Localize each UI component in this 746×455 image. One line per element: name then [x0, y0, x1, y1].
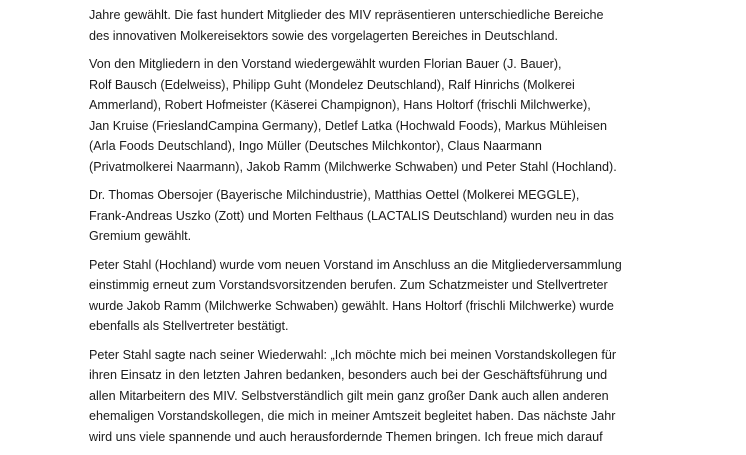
paragraph-quote: [89, 345, 689, 448]
text-line: (Privatmolkerei Naarmann), Jakob Ramm (Milchwerke Schwaben) und Peter Stahl (Hochland).: [89, 159, 617, 174]
text-line: Peter Stahl (Hochland) wurde vom neuen Vorstand im Anschluss an die Mitgliederversammlung: [89, 257, 622, 272]
paragraph-reelected: [89, 54, 689, 177]
text-line: ebenfalls als Stellvertreter bestätigt.: [89, 319, 289, 333]
paragraph-chairman: [89, 255, 689, 337]
text-line: wurde Jakob Ramm (Milchwerke Schwaben) gewählt. Hans Holtorf (frischli Milchwerke) wurde: [89, 298, 614, 313]
text-line: Gremium gewählt.: [89, 229, 192, 243]
text-line: Jahre gewählt. Die fast hundert Mitglieder des MIV repräsentieren unterschiedliche Bereiche: [89, 8, 604, 22]
text-line: des innovativen Molkereisektors sowie des vorgelagerten Bereiches in Deutschland.: [89, 28, 559, 43]
document-body: [89, 5, 689, 455]
text-line: allen Mitarbeitern des MIV. Selbstverständlich gilt mein ganz großer Dank auch allen anderen: [89, 388, 609, 403]
text-line: Peter Stahl sagte nach seiner Wiederwahl: „Ich möchte mich bei meinen Vorstandskollegen für: [89, 347, 617, 362]
text-line: Jan Kruise (FrieslandCampina Germany), Detlef Latka (Hochwald Foods), Markus Mühleisen: [89, 118, 607, 133]
text-line: Ammerland), Robert Hofmeister (Käserei Champignon), Hans Holtorf (frischli Milchwerke),: [89, 98, 591, 112]
text-line: Frank-Andreas Uszko (Zott) und Morten Felthaus (LACTALIS Deutschland) wurden neu in das: [89, 208, 614, 223]
text-line: wird uns viele spannende und auch herausfordernde Themen bringen. Ich freue mich darauf: [89, 429, 603, 444]
text-line: einstimmig erneut zum Vorstandsvorsitzenden berufen. Zum Schatzmeister und Stellvertreter: [89, 278, 608, 292]
paragraph-new-members: [89, 185, 689, 247]
text-line: Dr. Thomas Obersojer (Bayerische Milchindustrie), Matthias Oettel (Molkerei MEGGLE),: [89, 188, 580, 202]
text-line: (Arla Foods Deutschland), Ingo Müller (Deutsches Milchkontor), Claus Naarmann: [89, 139, 542, 153]
text-line: Rolf Bausch (Edelweiss), Philipp Guht (Mondelez Deutschland), Ralf Hinrichs (Molkerei: [89, 77, 575, 92]
text-line: Von den Mitgliedern in den Vorstand wiedergewählt wurden Florian Bauer (J. Bauer),: [89, 57, 562, 71]
text-line: ehemaligen Vorstandskollegen, die mich in meiner Amtszeit begleitet haben. Das nächste Jahr: [89, 409, 616, 423]
text-line: ihren Einsatz in den letzten Jahren bedanken, besonders auch bei der Geschäftsführung und: [89, 368, 608, 382]
paragraph-intro: [89, 5, 689, 46]
